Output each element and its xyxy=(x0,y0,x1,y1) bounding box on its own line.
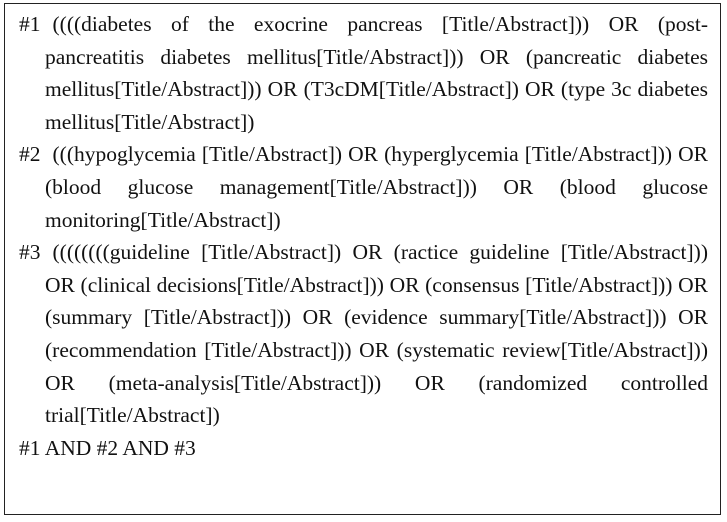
search-entry-2 xyxy=(19,138,708,236)
entry-query: (((hypoglycemia [Title/Abstract]) OR (hyperglycemia [Title/Abstract])) OR (blood glucose management[Title/Abstract])) OR (blood glucose monitoring[Title/Abstract]) xyxy=(45,142,708,232)
search-entry-3 xyxy=(19,236,708,432)
entry-number: #1 xyxy=(19,12,41,36)
entry-query: ((((diabetes of the exocrine pancreas [Title/Abstract])) OR (post-pancreatitis diabetes mellitus[Title/Abstract])) OR (pancreatic diabetes mellitus[Title/Abstract])) OR (T3cDM[Title/Abstract]) OR (type 3c diabetes mellitus[Title/Abstract]) xyxy=(45,12,708,134)
search-entry-1 xyxy=(19,8,708,138)
combined-query: #1 AND #2 AND #3 xyxy=(19,435,196,460)
entry-number: #2 xyxy=(19,142,41,167)
entry-number: #3 xyxy=(19,240,41,265)
search-strategy-box xyxy=(4,3,721,515)
entry-query: ((((((((guideline [Title/Abstract]) OR (ractice guideline [Title/Abstract])) OR (clinical decisions[Title/Abstract])) OR (consensus [Title/Abstract])) OR (summary [Title/Abstract])) OR (evidence summary[Title/Abstract])) OR (recommendation [Title/Abstract])) OR (systematic review[Title/Abstract])) OR (meta-analysis[Title/Abstract])) OR (randomized controlled trial[Title/Abstract]) xyxy=(45,240,708,428)
